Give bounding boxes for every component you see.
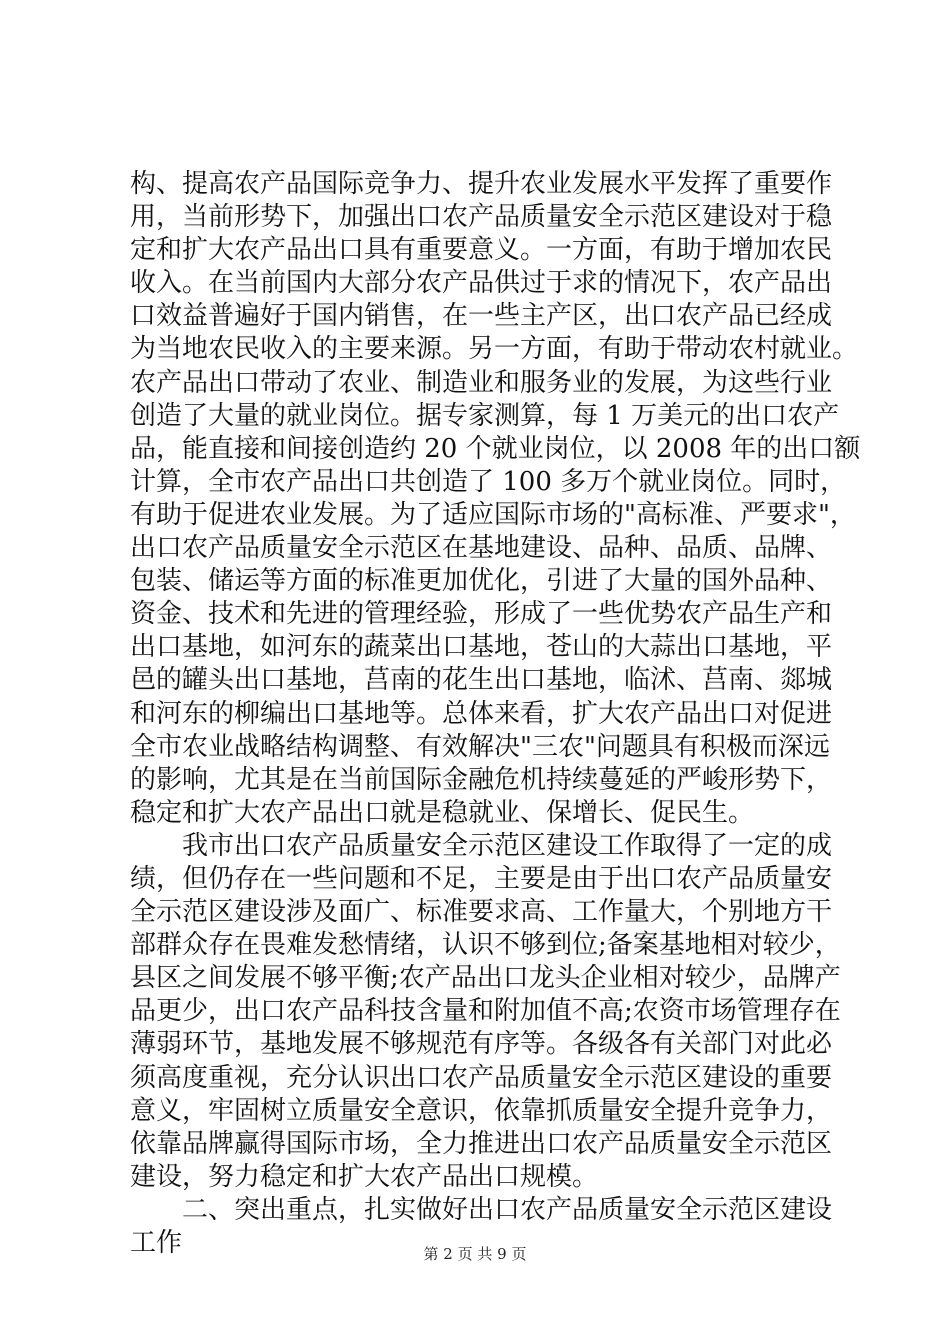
text-line: 邑的罐头出口基地，莒南的花生出口基地，临沭、莒南、郯城 (130, 665, 833, 696)
text-line: 意义，牢固树立质量安全意识，依靠抓质量安全提升竞争力， (130, 1095, 833, 1126)
section-heading: 二、突出重点，扎实做好出口农产品质量安全示范区建设 (182, 1194, 833, 1225)
paragraph-first-line: 我市出口农产品质量安全示范区建设工作取得了一定的成 (182, 830, 833, 861)
text-line: 建设，努力稳定和扩大农产品出口规模。 (130, 1161, 599, 1192)
text-line: 创造了大量的就业岗位。据专家测算，每 1 万美元的出口农产 (130, 400, 840, 431)
text-line: 构、提高农产品国际竞争力、提升农业发展水平发挥了重要作 (130, 169, 833, 199)
text-line: 定和扩大农产品出口具有重要意义。一方面，有助于增加农民 (130, 235, 833, 266)
text-line: 全市农业战略结构调整、有效解决"三农"问题具有积极而深远 (130, 731, 830, 762)
text-line: 出口农产品质量安全示范区在基地建设、品种、品质、品牌、 (130, 533, 833, 564)
text-line: 为当地农民收入的主要来源。另一方面，有助于带动农村就业。 (130, 334, 859, 365)
text-line: 依靠品牌赢得国际市场，全力推进出口农产品质量安全示范区 (130, 1128, 833, 1159)
text-line: 计算，全市农产品出口共创造了 100 多万个就业岗位。同时， (130, 466, 847, 497)
text-line: 有助于促进农业发展。为了适应国际市场的"高标准、严要求"， (130, 499, 856, 530)
text-line: 农产品出口带动了农业、制造业和服务业的发展，为这些行业 (130, 367, 833, 398)
text-line: 收入。在当前国内大部分农产品供过于求的情况下，农产品出 (130, 268, 833, 299)
text-line: 的影响，尤其是在当前国际金融危机持续蔓延的严峻形势下， (130, 764, 833, 795)
text-line: 出口基地，如河东的蔬菜出口基地，苍山的大蒜出口基地，平 (130, 632, 833, 663)
text-line: 须高度重视，充分认识出口农产品质量安全示范区建设的重要 (130, 1062, 833, 1093)
section-heading-continuation: 工作 (130, 1228, 183, 1258)
text-line: 品，能直接和间接创造约 20 个就业岗位，以 2008 年的出口额 (130, 433, 861, 464)
text-line: 绩，但仍存在一些问题和不足，主要是由于出口农产品质量安 (130, 863, 833, 894)
text-line: 口效益普遍好于国内销售，在一些主产区，出口农产品已经成 (130, 301, 833, 332)
text-line: 品更少，出口农产品科技含量和附加值不高;农资市场管理存在 (130, 996, 841, 1027)
text-line: 部群众存在畏难发愁情绪，认识不够到位;备案基地相对较少， (130, 930, 841, 961)
document-body (130, 168, 861, 1260)
text-line: 和河东的柳编出口基地等。总体来看，扩大农产品出口对促进 (130, 698, 833, 729)
text-line: 全示范区建设涉及面广、标准要求高、工作量大，个别地方干 (130, 897, 833, 928)
text-line: 资金、技术和先进的管理经验，形成了一些优势农产品生产和 (130, 599, 833, 630)
text-line: 县区之间发展不够平衡;农产品出口龙头企业相对较少，品牌产 (130, 963, 841, 994)
page-number-footer: 第 2 页 共 9 页 (423, 1245, 527, 1263)
text-line: 稳定和扩大农产品出口就是稳就业、保增长、促民生。 (130, 797, 755, 828)
text-line: 包装、储运等方面的标准更加优化，引进了大量的国外品种、 (130, 566, 833, 597)
text-line: 薄弱环节，基地发展不够规范有序等。各级各有关部门对此必 (130, 1029, 833, 1060)
text-line: 用，当前形势下，加强出口农产品质量安全示范区建设对于稳 (130, 202, 833, 233)
